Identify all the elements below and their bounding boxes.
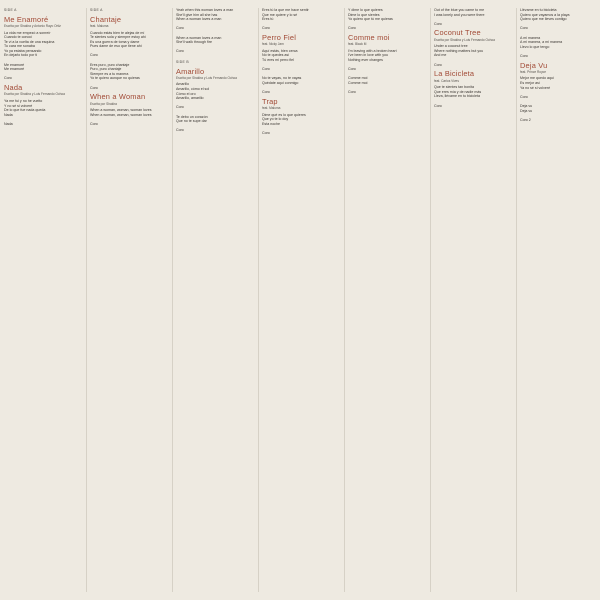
- song-title: Amarillo: [176, 66, 205, 76]
- side-label: SIDE A: [4, 8, 17, 12]
- side-label: SIDE B: [176, 59, 189, 64]
- song-credits: feat. Maluma: [262, 106, 281, 111]
- song-credits: Escrita por Shakira y Luis Fernando Ochoa: [176, 75, 237, 80]
- song-credits: feat. Carlos Vives: [434, 78, 459, 83]
- lyrics-column-5: [348, 8, 432, 596]
- song-credits: feat. Black M: [348, 42, 367, 47]
- song-credits: feat. Nicky Jam: [262, 42, 284, 47]
- song-title: Me Enamoré: [4, 14, 49, 24]
- lyrics-column-3: [176, 8, 260, 596]
- song-title: Perro Fiel: [262, 32, 297, 42]
- song-lyrics: Yeah when this woman loves a man She'll give him all she has When a woman loves a man Coro When a woman loves a man She'll walk through fire Coro: [176, 8, 234, 54]
- song-lyrics: Mejor me quedo aquí Es mejor así Ya no sé si volveré Coro Deja vu Deja vu Coro 2: [520, 76, 554, 122]
- song-title: Comme moi: [348, 32, 390, 42]
- song-title: Chantaje: [90, 14, 122, 24]
- song-lyrics: Amarillo Amarillo, cómo el sol Cómo el oro Amarillo, amarillo Coro Te debo un corazón Que no te supe dar Coro: [176, 82, 210, 133]
- song-lyrics: Aquí estás, bien cerca No te quedes así Tú eres mi perro fiel Coro No te vayas, no te vayas Quédate aquí conmigo Coro: [262, 48, 302, 95]
- song-credits: Escrita por Shakira y Antonio Rayo Ortiz: [4, 24, 61, 28]
- song-lyrics: Llévame en tu bicicleta Quiero que vayamos a la playa Quiero que me lleves contigo Coro A mi manera A mi manera, a mi manera Llevo lo que tengo Coro: [520, 8, 570, 58]
- song-lyrics: Eres tú la que me hace sentir Que me quiere y lo sé Eres tú Coro: [262, 8, 309, 31]
- song-title: Coconut Tree: [434, 28, 481, 38]
- lyrics-column-2: [90, 8, 174, 596]
- song-credits: feat. Prince Royce: [520, 69, 547, 74]
- song-lyrics: Ya me fui y no he vuelto Y no sé si volveré De lo que fue nada queda Nada Nada: [4, 98, 46, 126]
- song-lyrics: Under a coconut tree Where nothing matters but you And me Coro: [434, 44, 484, 67]
- song-title: La Bicicleta: [434, 69, 475, 79]
- song-credits: feat. Maluma: [90, 24, 109, 28]
- song-lyrics: Cuando estás bien te alejas de mí Te sientes sola y siempre estoy ahí Es una guerra de toma y dame Pues dame de eso que tiene ahí Coro Eres puro, puro chantaje Puro, puro chantaje Siempre es a tu manera Yo te quiero aunque no quieras Coro: [90, 30, 146, 90]
- song-title: Trap: [262, 96, 278, 106]
- song-lyrics: When a woman, woman, woman loves When a woman, woman, woman loves Coro: [90, 108, 152, 126]
- song-title: Nada: [4, 83, 23, 93]
- lyrics-column-6: [434, 8, 518, 596]
- song-credits: Escrita por Shakira y Luis Fernando Ochoa: [4, 92, 65, 97]
- song-lyrics: Dime qué es lo que quieres Que yo te lo doy Esta noche Coro: [262, 112, 306, 136]
- song-lyrics: Out of the blue you came to me I was lonely and you were there Coro: [434, 8, 485, 26]
- song-lyrics: Y dime lo que quieres Dime lo que sientes Yo quiero que tú me quieras Coro: [348, 8, 393, 31]
- song-title: When a Woman: [90, 92, 146, 102]
- song-credits: Escrita por Shakira y Luis Fernando Ochoa: [434, 37, 495, 42]
- song-lyrics: La vida me empezó a sonreír Cuando te conocí Te vi a la vuelta de una esquina Tu cara me sonaba Yo ya estaba pensando En dejarlo todo por ti Me enamoré Me enamoré Coro: [4, 30, 55, 81]
- lyrics-column-4: [262, 8, 346, 596]
- song-credits: Escrita por Shakira: [90, 101, 117, 106]
- side-label: SIDE A: [90, 8, 103, 12]
- song-lyrics: Que te sientes tan bonita Que eres mía y de nadie más Lleva, llévame en tu bicicleta Coro: [434, 85, 482, 108]
- song-lyrics: I'm leaving with a broken heart I've been in love with you Nothing ever changes Coro Comme moi Comme moi Coro: [348, 48, 397, 95]
- lyrics-column-1: [4, 8, 88, 596]
- lyrics-column-7: [520, 8, 596, 596]
- song-title: Deja Vu: [520, 60, 548, 70]
